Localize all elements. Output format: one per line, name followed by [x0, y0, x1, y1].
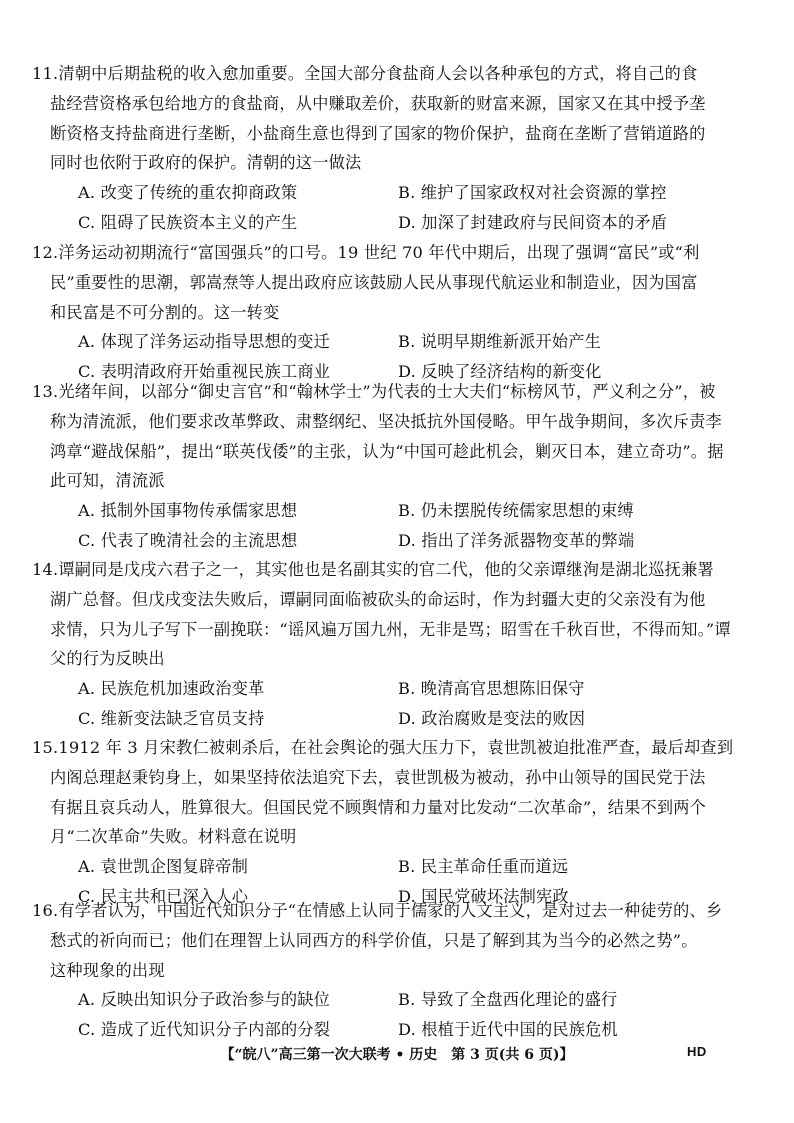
question-11 — [32, 59, 746, 238]
question-15 — [32, 733, 746, 912]
question-stem-line: 民”重要性的思潮，郭嵩焘等人提出政府应该鼓励人民从事现代航运业和制造业，因为国富 — [50, 272, 698, 292]
option-b: B. 民主革命任重而道远 — [398, 857, 569, 877]
option-c: C. 维新变法缺乏官员支持 — [78, 709, 265, 729]
option-a: A. 反映出知识分子政治参与的缺位 — [78, 990, 331, 1010]
option-c: C. 阻碍了民族资本主义的产生 — [78, 213, 298, 233]
options-group — [32, 674, 746, 734]
question-12 — [32, 238, 746, 387]
question-stem-line: 谭嗣同是戊戌六君子之一，其实他也是名副其实的官二代，他的父亲谭继洵是湖北巡抚兼署 — [58, 560, 714, 579]
option-b: B. 维护了国家政权对社会资源的掌控 — [398, 183, 667, 203]
question-stem-line: 清朝中后期盐税的收入愈加重要。全国大部分食盐商人会以各种承包的方式，将自己的食 — [58, 64, 698, 83]
question-stem-line: 盐经营资格承包给地方的食盐商，从中赚取差价，获取新的财富来源，国家又在其中授予垄 — [50, 93, 706, 113]
page-footer — [0, 1044, 794, 1068]
question-number: 13. — [32, 382, 59, 401]
option-a: A. 抵制外国事物传承儒家思想 — [78, 501, 298, 521]
question-stem-line: 和民富是不可分割的。这一转变 — [50, 302, 280, 322]
option-c: C. 表明清政府开始重视民族工商业 — [78, 362, 331, 382]
question-stem-line: 月“二次革命”失败。材料意在说明 — [50, 827, 297, 847]
question-stem-line: 有据且哀兵动人，胜算很大。但国民党不顾舆情和力量对比发动“二次革命”，结果不到两个 — [50, 797, 707, 817]
option-a: A. 袁世凯企图复辟帝制 — [78, 857, 249, 877]
option-c: C. 民主共和已深入人心 — [78, 887, 249, 907]
option-a: A. 体现了洋务运动指导思想的变迁 — [78, 332, 331, 352]
option-a: A. 改变了传统的重农抑商政策 — [78, 183, 298, 203]
question-stem-line: 同时也依附于政府的保护。清朝的这一做法 — [50, 153, 362, 173]
question-stem-line: 鸿章“避战保船”，提出“联英伐倭”的主张，认为“中国可趁此机会，剿灭日本，建立奇功”。据 — [50, 441, 724, 461]
question-16 — [32, 896, 746, 1045]
question-stem-line: 内阁总理赵秉钧身上，如果坚持依法追究下去，袁世凯极为被动，孙中山领导的国民党于法 — [50, 767, 706, 787]
option-b: B. 仍未摆脱传统儒家思想的束缚 — [398, 501, 634, 521]
question-stem-line: 断资格支持盐商进行垄断，小盐商生意也得到了国家的物价保护，盐商在垄断了营销道路的 — [50, 123, 706, 143]
question-number: 14. — [32, 560, 59, 579]
option-d: D. 加深了封建政府与民间资本的矛盾 — [398, 213, 668, 233]
question-number: 12. — [32, 243, 59, 262]
option-d: D. 反映了经济结构的新变化 — [398, 362, 602, 382]
footer-code: HD — [687, 1044, 707, 1059]
option-c: C. 代表了晚清社会的主流思想 — [78, 531, 298, 551]
option-b: B. 晚清高官思想陈旧保守 — [398, 679, 585, 699]
option-b: B. 导致了全盘西化理论的盛行 — [398, 990, 618, 1010]
question-stem-line: 1912 年 3 月宋教仁被刺杀后，在社会舆论的强大压力下，袁世凯被迫批准严查，最后却查到 — [58, 738, 734, 757]
options-group — [32, 985, 746, 1045]
question-stem-line: 求情，只为儿子写下一副挽联：“谣风遍万国九州，无非是骂；昭雪在千秋百世，不得而知。”谭 — [50, 619, 731, 639]
question-13 — [32, 377, 746, 556]
question-stem-line: 光绪年间，以部分“御史言官”和“翰林学士”为代表的士大夫们“标榜风节，严义利之分”，被 — [58, 382, 716, 401]
options-group — [32, 496, 746, 556]
question-stem-line: 洋务运动初期流行“富国强兵”的口号。19 世纪 70 年代中期后，出现了强调“富民”或“利 — [58, 243, 700, 262]
footer-exam-info: 【“皖八”高三第一次大联考 • 历史 第 3 页(共 6 页)】 — [220, 1047, 574, 1063]
option-b: B. 说明早期维新派开始产生 — [398, 332, 602, 352]
question-stem-line: 父的行为反映出 — [50, 649, 165, 669]
question-number: 16. — [32, 901, 59, 920]
option-d: D. 政治腐败是变法的败因 — [398, 709, 586, 729]
option-d: D. 根植于近代中国的民族危机 — [398, 1020, 618, 1040]
option-a: A. 民族危机加速政治变革 — [78, 679, 265, 699]
question-stem-line: 称为清流派，他们要求改革弊政、肃整纲纪、坚决抵抗外国侵略。甲午战争期间，多次斥责李 — [50, 411, 722, 431]
question-stem-line: 有学者认为，中国近代知识分子“在情感上认同于儒家的人文主义，是对过去一种徒劳的、乡 — [58, 901, 723, 920]
question-stem-line: 此可知，清流派 — [50, 471, 165, 491]
question-stem-line: 湖广总督。但戊戌变法失败后，谭嗣同面临被砍头的命运时，作为封疆大吏的父亲没有为他 — [50, 589, 706, 609]
question-stem-line: 愁式的祈向而已；他们在理智上认同西方的科学价值，只是了解到其为当今的必然之势”。 — [50, 930, 698, 950]
question-number: 11. — [32, 64, 59, 83]
option-c: C. 造成了近代知识分子内部的分裂 — [78, 1020, 331, 1040]
question-number: 15. — [32, 738, 59, 757]
options-group — [32, 178, 746, 238]
question-stem-line: 这种现象的出现 — [50, 960, 165, 980]
option-d: D. 指出了洋务派器物变革的弊端 — [398, 531, 635, 551]
question-14 — [32, 555, 746, 734]
option-d: D. 国民党破坏法制宪政 — [398, 887, 569, 907]
